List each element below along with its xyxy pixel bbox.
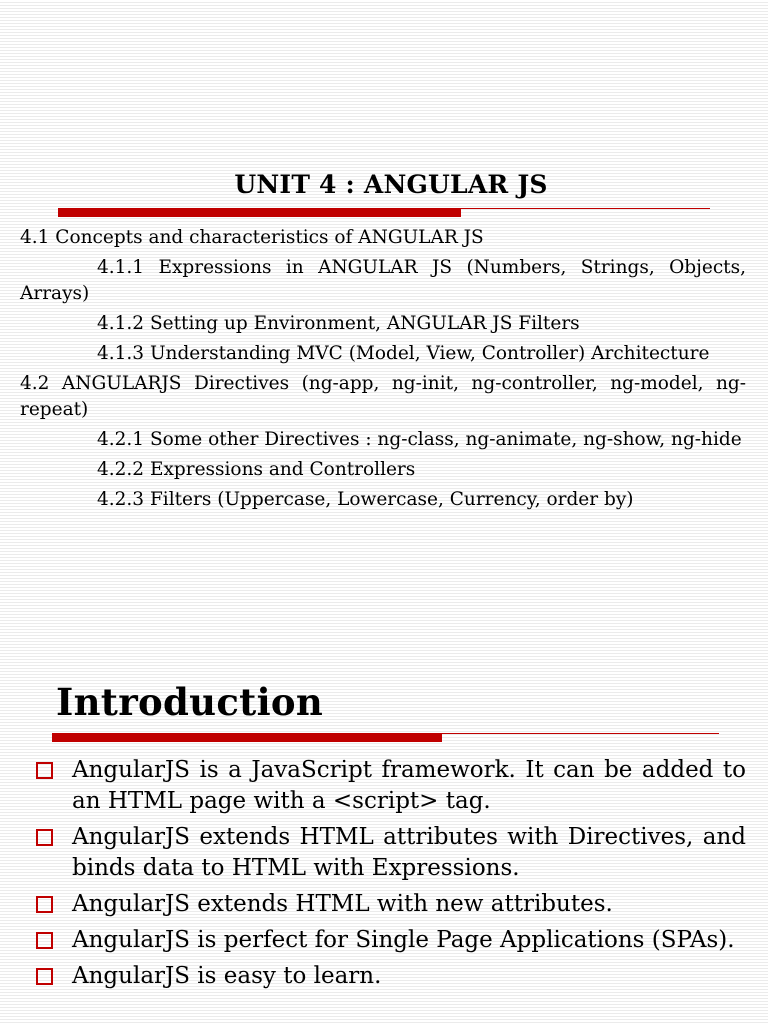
hollow-square-bullet-icon (36, 968, 53, 985)
title-rule-thick (58, 209, 461, 217)
outline-item: 4.1.2 Setting up Environment, ANGULAR JS Filters (97, 313, 580, 334)
bullet-item (36, 822, 746, 884)
bullet-text: AngularJS is perfect for Single Page Applications (SPAs). (72, 927, 735, 953)
outline-item: 4.2.3 Filters (Uppercase, Lowercase, Currency, order by) (97, 489, 634, 510)
unit-title: UNIT 4 : ANGULAR JS (234, 170, 548, 199)
outline-item: 4.1 Concepts and characteristics of ANGULAR JS (20, 227, 484, 248)
bullet-item (36, 755, 746, 817)
outline-item: 4.1.1 Expressions in ANGULAR JS (Numbers, Strings, Objects, Arrays) (20, 257, 746, 304)
intro-rule-thick (52, 734, 442, 742)
bullet-text: AngularJS is a JavaScript framework. It can be added to an HTML page with a <script> tag. (72, 757, 746, 814)
outline-item: 4.2.1 Some other Directives : ng-class, ng-animate, ng-show, ng-hide (97, 429, 742, 450)
introduction-bullets (36, 755, 746, 997)
bullet-text: AngularJS extends HTML with new attributes. (72, 891, 613, 917)
hollow-square-bullet-icon (36, 896, 53, 913)
bullet-text: AngularJS is easy to learn. (72, 963, 382, 989)
bullet-item (36, 925, 746, 956)
bullet-text: AngularJS extends HTML attributes with Directives, and binds data to HTML with Expressions. (72, 824, 746, 881)
hollow-square-bullet-icon (36, 932, 53, 949)
syllabus-outline (20, 225, 746, 517)
hollow-square-bullet-icon (36, 829, 53, 846)
outline-item: 4.2.2 Expressions and Controllers (97, 459, 416, 480)
outline-item: 4.2 ANGULARJS Directives (ng-app, ng-init, ng-controller, ng-model, ng-repeat) (20, 373, 746, 420)
bullet-item (36, 889, 746, 920)
outline-item: 4.1.3 Understanding MVC (Model, View, Controller) Architecture (97, 343, 710, 364)
introduction-title: Introduction (56, 680, 324, 724)
bullet-item (36, 961, 746, 992)
hollow-square-bullet-icon (36, 762, 53, 779)
